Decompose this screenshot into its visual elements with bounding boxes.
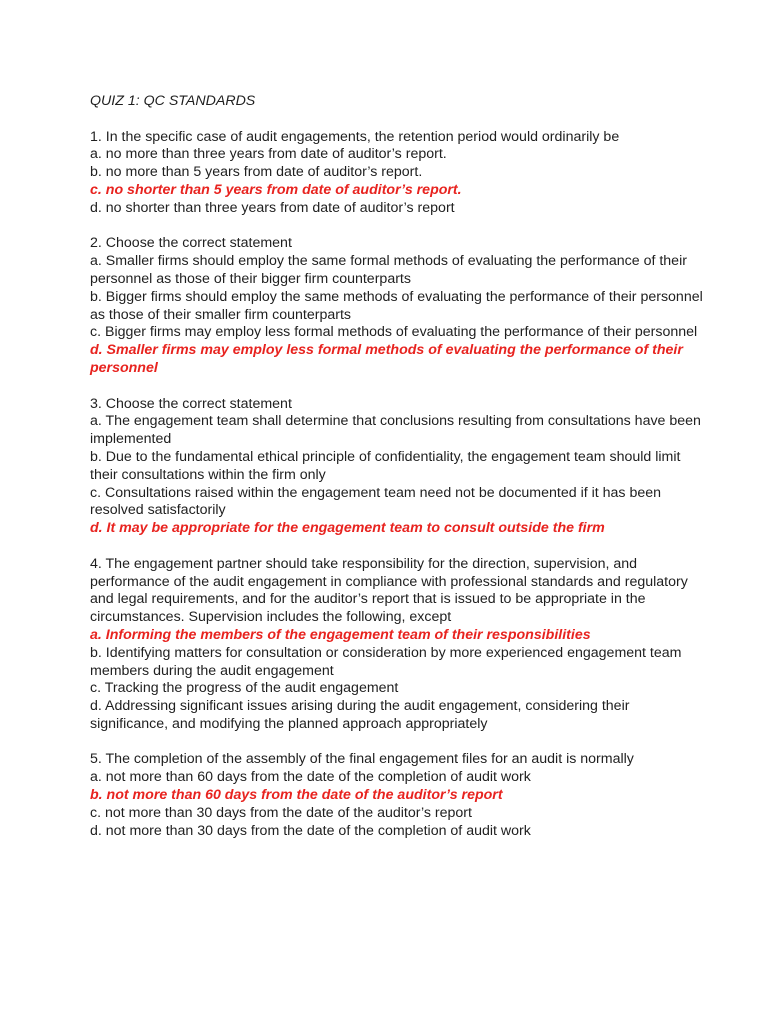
- question-1: [90, 129, 708, 218]
- correct-answer: a. Informing the members of the engagement team of their responsibilities: [90, 626, 591, 643]
- answer-option: a. Smaller firms should employ the same formal methods of evaluating the performance of their personnel as those of their bigger firm counterparts: [90, 253, 687, 287]
- question-5: [90, 751, 708, 840]
- answer-option: a. no more than three years from date of auditor’s report.: [90, 146, 447, 163]
- question-2: [90, 235, 708, 377]
- answer-option: c. Consultations raised within the engagement team need not be documented if it has been resolved satisfactorily: [90, 484, 662, 519]
- question-stem: 4. The engagement partner should take responsibility for the direction, supervision, and performance of the audit engagement in compliance with professional standards and regulatory and legal requirements, and for the auditor’s report that is issued to be appropriate in the circumstances. Supervision includes the following, except: [90, 555, 688, 626]
- answer-option: b. Bigger firms should employ the same methods of evaluating the performance of their personnel as those of their smaller firm counterparts: [90, 288, 703, 323]
- question-stem: 5. The completion of the assembly of the final engagement files for an audit is normally: [90, 751, 634, 768]
- correct-answer: c. no shorter than 5 years from date of auditor’s report.: [90, 181, 462, 198]
- answer-option: d. no shorter than three years from date of auditor’s report: [90, 199, 455, 216]
- answer-option: b. no more than 5 years from date of auditor’s report.: [90, 164, 423, 181]
- question-stem: 3. Choose the correct statement: [90, 395, 292, 412]
- question-stem: 2. Choose the correct statement: [90, 235, 292, 252]
- answer-option: d. not more than 30 days from the date of the completion of audit work: [90, 822, 531, 839]
- question-stem: 1. In the specific case of audit engagements, the retention period would ordinarily be: [90, 128, 620, 145]
- correct-answer: d. Smaller firms may employ less formal methods of evaluating the performance of their personnel: [90, 342, 683, 376]
- answer-option: a. The engagement team shall determine that conclusions resulting from consultations have been implemented: [90, 413, 701, 448]
- answer-option: a. not more than 60 days from the date of the completion of audit work: [90, 769, 531, 786]
- answer-option: b. Identifying matters for consultation or consideration by more experienced engagement team members during the audit engagement: [90, 644, 682, 679]
- question-3: [90, 396, 708, 538]
- answer-option: d. Addressing significant issues arising during the audit engagement, considering their significance, and modifying the planned approach appropriately: [90, 698, 630, 732]
- answer-option: c. not more than 30 days from the date of the auditor’s report: [90, 804, 472, 821]
- quiz-title: QUIZ 1: QC STANDARDS: [90, 93, 256, 109]
- question-4: [90, 556, 708, 734]
- correct-answer: d. It may be appropriate for the engagement team to consult outside the firm: [90, 520, 605, 537]
- answer-option: c. Bigger firms may employ less formal methods of evaluating the performance of their personnel: [90, 324, 698, 341]
- answer-option: c. Tracking the progress of the audit engagement: [90, 680, 399, 697]
- correct-answer: b. not more than 60 days from the date of the auditor’s report: [90, 787, 503, 804]
- answer-option: b. Due to the fundamental ethical principle of confidentiality, the engagement team should limit their consultations within the firm only: [90, 448, 681, 483]
